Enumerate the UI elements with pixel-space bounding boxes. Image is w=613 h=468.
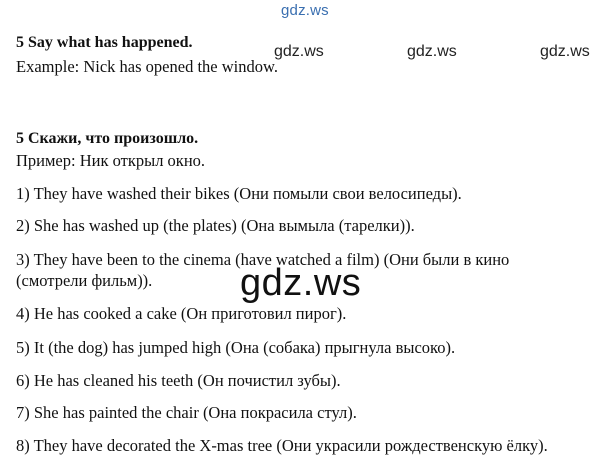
answer-3-line-2: (смотрели фильм)). [16,271,153,290]
watermark-center: gdz.ws [240,262,362,304]
answer-5: 5) It (the dog) has jumped high (Она (собака) прыгнула высоко). [16,338,456,357]
answer-6: 6) He has cleaned his teeth (Он почистил зубы). [16,371,341,390]
answer-8: 8) They have decorated the X-mas tree (Они украсили рождественскую ёлку). [16,436,548,455]
answer-7: 7) She has painted the chair (Она покрасила стул). [16,403,357,422]
russian-heading: 5 Скажи, что произошло. [16,130,199,147]
russian-example: Пример: Ник открыл окно. [16,151,206,170]
answer-2: 2) She has washed up (the plates) (Она вымыла (тарелки)). [16,216,415,235]
watermark-row-3: gdz.ws [540,43,590,60]
watermark-row-1: gdz.ws [274,43,324,60]
watermark-top: gdz.ws [281,2,329,19]
answer-3-line-1: 3) They have been to the cinema (have watched a film) (Они были в кино [16,250,510,269]
answer-4: 4) He has cooked a cake (Он приготовил пирог). [16,304,347,323]
watermark-row-2: gdz.ws [407,43,457,60]
english-heading: 5 Say what has happened. [16,34,193,51]
english-example: Example: Nick has opened the window. [16,57,278,76]
answer-1: 1) They have washed their bikes (Они помыли свои велосипеды). [16,184,462,203]
